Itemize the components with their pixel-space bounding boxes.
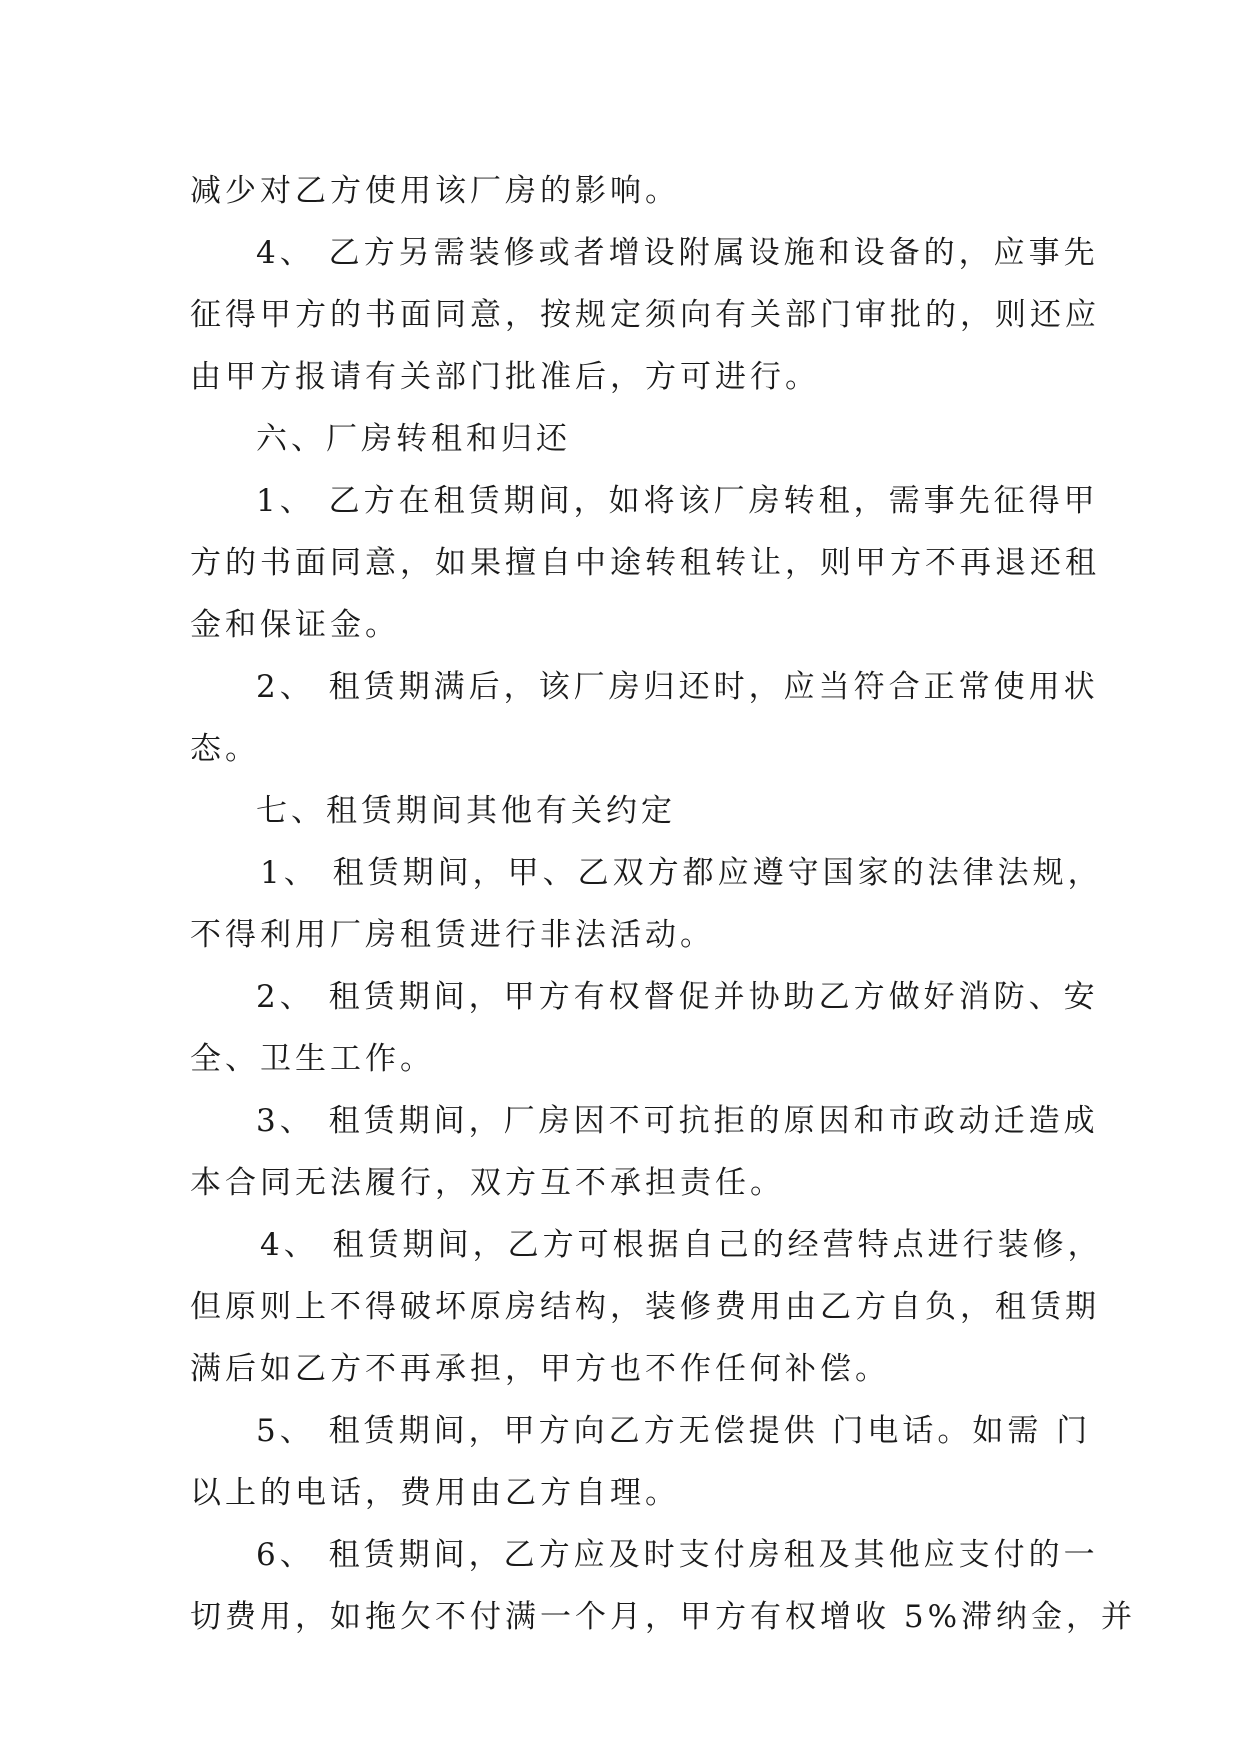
- section-heading: 七、租赁期间其他有关约定: [256, 793, 676, 829]
- text-line: 以上的电话，费用由乙方自理。: [190, 1475, 680, 1511]
- section-heading: 六、厂房转租和归还: [256, 421, 571, 457]
- text-line: 但原则上不得破坏原房结构，装修费用由乙方自负，租赁期: [190, 1289, 1100, 1325]
- text-line: 不得利用厂房租赁进行非法活动。: [190, 917, 715, 953]
- text-line: 3、 租赁期间，厂房因不可抗拒的原因和市政动迁造成: [256, 1103, 1099, 1139]
- text-line: 减少对乙方使用该厂房的影响。: [190, 173, 680, 209]
- text-line: 1、 租赁期间，甲、乙双方都应遵守国家的法律法规，: [260, 855, 1103, 891]
- text-line: 4、 租赁期间，乙方可根据自己的经营特点进行装修，: [260, 1227, 1103, 1263]
- text-line: 态。: [190, 731, 260, 767]
- text-line: 6、 租赁期间，乙方应及时支付房租及其他应支付的一: [256, 1537, 1099, 1573]
- text-line: 4、 乙方另需装修或者增设附属设施和设备的，应事先: [256, 235, 1099, 271]
- text-line: 2、 租赁期满后，该厂房归还时，应当符合正常使用状: [256, 669, 1099, 705]
- text-line: 1、 乙方在租赁期间，如将该厂房转租，需事先征得甲: [256, 483, 1099, 519]
- text-line: 征得甲方的书面同意，按规定须向有关部门审批的，则还应: [190, 297, 1100, 333]
- text-line: 5、 租赁期间，甲方向乙方无偿提供 门电话。如需 门: [256, 1413, 1092, 1449]
- text-line: 方的书面同意，如果擅自中途转租转让，则甲方不再退还租: [190, 545, 1100, 581]
- text-line: 满后如乙方不再承担，甲方也不作任何补偿。: [190, 1351, 890, 1387]
- text-line: 本合同无法履行，双方互不承担责任。: [190, 1165, 785, 1201]
- text-line: 金和保证金。: [190, 607, 400, 643]
- text-line: 2、 租赁期间，甲方有权督促并协助乙方做好消防、安: [256, 979, 1099, 1015]
- text-line: 切费用，如拖欠不付满一个月，甲方有权增收 5%滞纳金，并: [190, 1599, 1137, 1635]
- document-body: [190, 160, 1137, 1648]
- text-line: 由甲方报请有关部门批准后，方可进行。: [190, 359, 820, 395]
- text-line: 全、卫生工作。: [190, 1041, 435, 1077]
